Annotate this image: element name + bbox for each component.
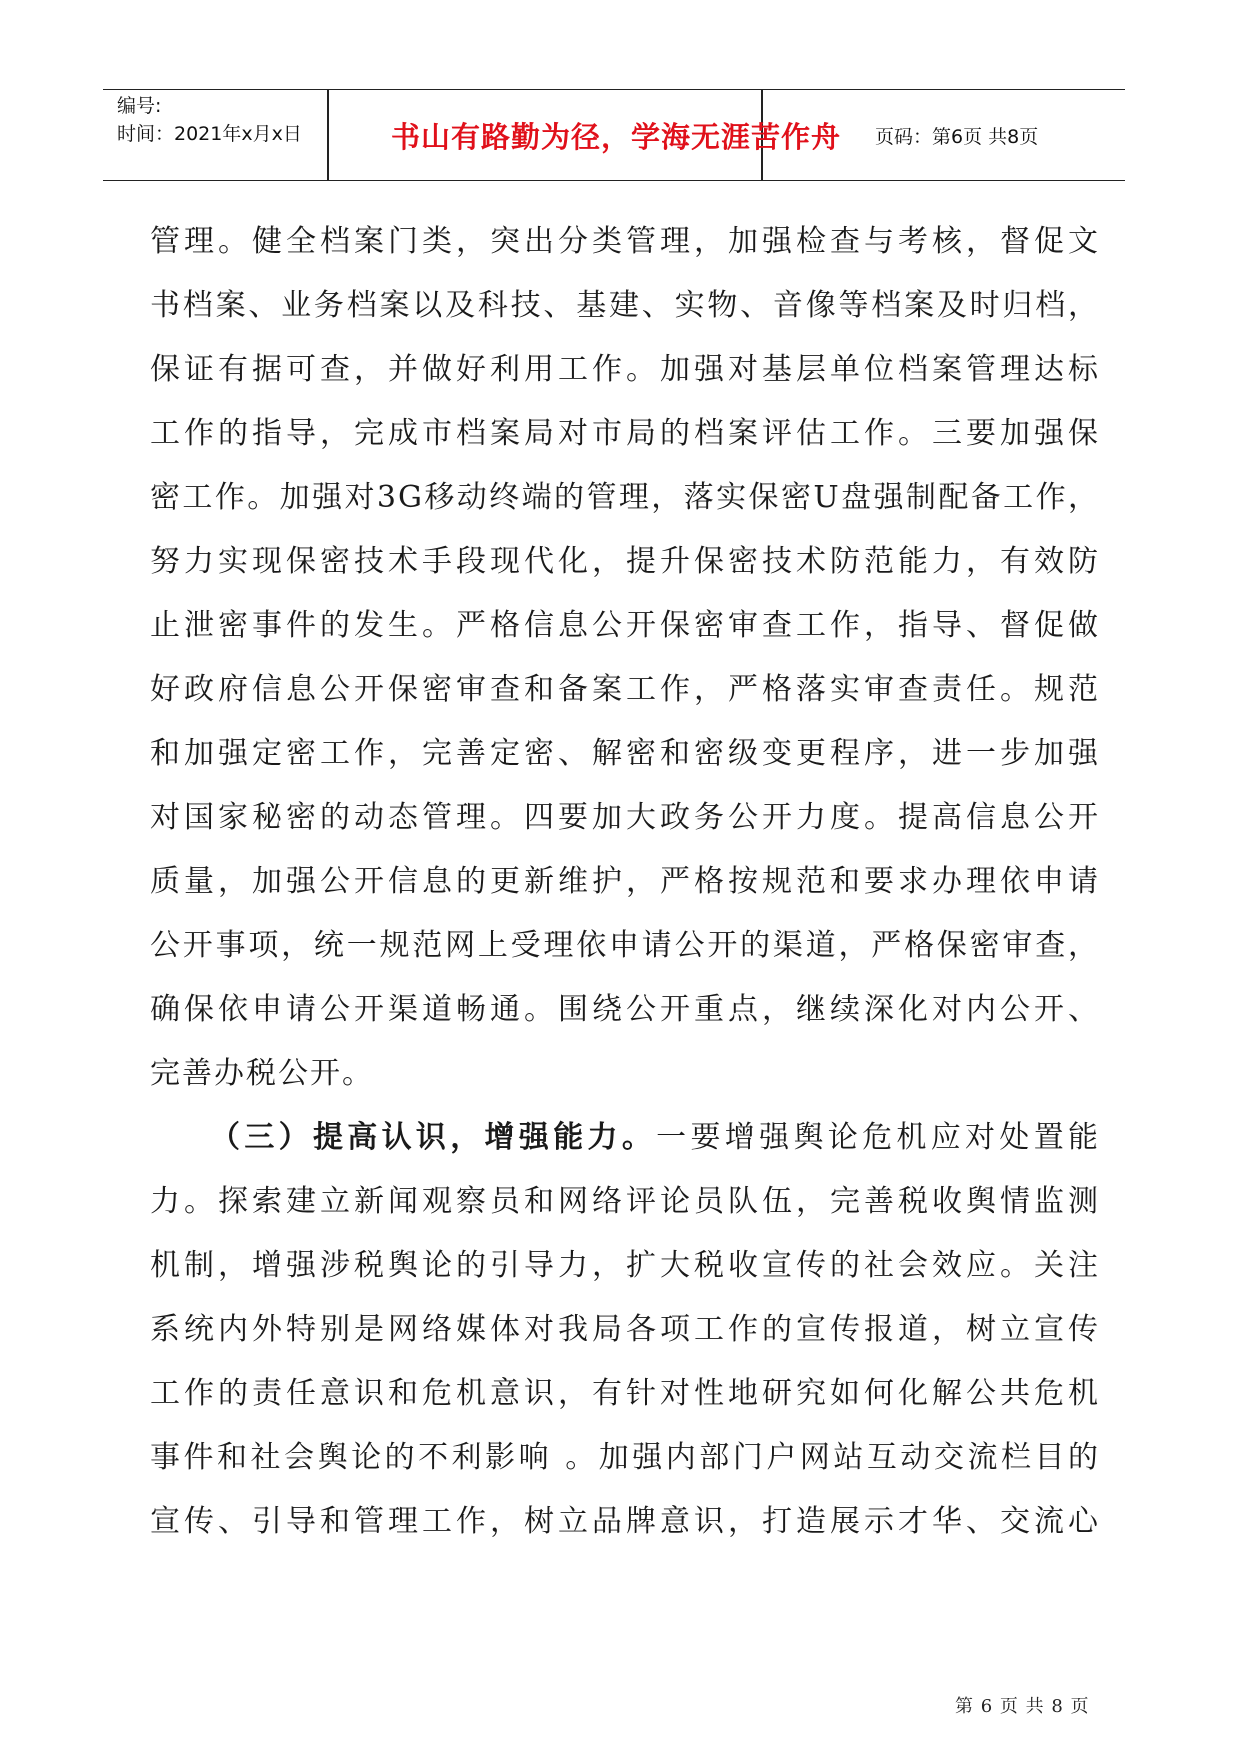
body-line: 公开事项，统一规范网上受理依申请公开的渠道，严格保密审查， [150,928,1100,963]
section-heading: （三）提高认识，增强能力。 [210,1120,657,1155]
body-line: 工作的指导，完成市档案局对市局的档案评估工作。三要加强保 [150,416,1100,451]
body-line: 系统内外特别是网络媒体对我局各项工作的宣传报道，树立宣传 [150,1312,1100,1347]
body-line: 好政府信息公开保密审查和备案工作，严格落实审查责任。规范 [150,672,1100,707]
section-first-line-text: 一要增强舆论危机应对处置能 [656,1120,1101,1155]
body-line: 工作的责任意识和危机意识，有针对性地研究如何化解公共危机 [150,1376,1100,1411]
body-line: 机制，增强涉税舆论的引导力，扩大税收宣传的社会效应。关注 [150,1248,1100,1283]
header-meta [117,92,302,148]
body-line: 对国家秘密的动态管理。四要加大政务公开力度。提高信息公开 [150,800,1100,835]
body-line: 力。探索建立新闻观察员和网络评论员队伍，完善税收舆情监测 [150,1184,1100,1219]
header-time-label: 时间：2021年x月x日 [117,123,302,145]
body-line: 完善办税公开。 [150,1056,374,1091]
body-line: 努力实现保密技术手段现代化，提升保密技术防范能力，有效防 [150,544,1100,579]
body-line: 事件和社会舆论的不利影响 。加强内部门户网站互动交流栏目的 [150,1440,1100,1475]
page-footer: 第 6 页 共 8 页 [955,1696,1090,1717]
body-line: 宣传、引导和管理工作，树立品牌意识，打造展示才华、交流心 [150,1504,1100,1539]
document-header [103,89,1125,181]
body-line: 保证有据可查，并做好利用工作。加强对基层单位档案管理达标 [150,352,1100,387]
body-line: 书档案、业务档案以及科技、基建、实物、音像等档案及时归档， [150,288,1100,323]
document-body [150,210,1100,1554]
body-line: 止泄密事件的发生。严格信息公开保密审查工作，指导、督促做 [150,608,1100,643]
header-motto: 书山有路勤为径，学海无涯苦作舟 [390,119,841,154]
header-page-info: 页码：第6页 共8页 [875,125,1039,148]
body-line: 确保依申请公开渠道畅通。围绕公开重点，继续深化对内公开、 [150,992,1100,1027]
body-line: 管理。健全档案门类，突出分类管理，加强检查与考核，督促文 [150,224,1100,259]
body-line: 密工作。加强对3G移动终端的管理，落实保密U盘强制配备工作， [150,480,1100,515]
header-divider-left [327,90,329,180]
body-line: 质量，加强公开信息的更新维护，严格按规范和要求办理依申请 [150,864,1100,899]
section-first-line [150,1106,1100,1170]
body-line: 和加强定密工作，完善定密、解密和密级变更程序，进一步加强 [150,736,1100,771]
header-number-label: 编号: [117,95,162,117]
